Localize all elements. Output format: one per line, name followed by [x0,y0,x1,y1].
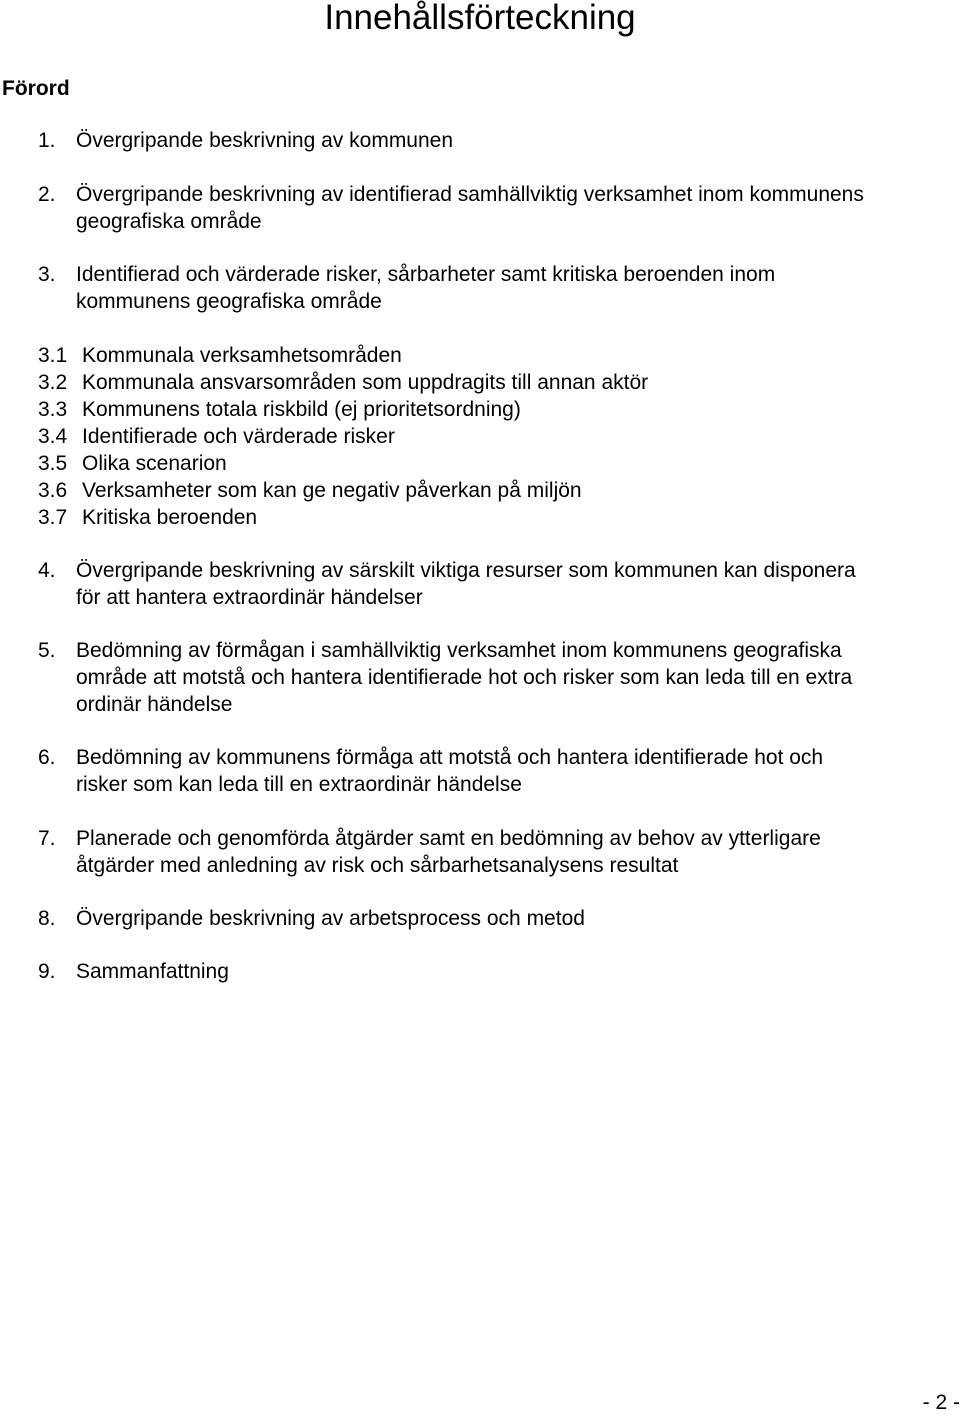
toc-subentry-number: 3.5 [38,452,68,475]
toc-entry-label: Övergripande beskrivning av kommunen [76,129,454,152]
toc-entry-label: Bedömning av förmågan i samhällviktig verksamhet inom kommunens geografiska [76,639,842,662]
toc-subentry-3-2 [38,369,648,396]
toc-subentry-3-7 [38,504,257,531]
toc-subentry-3-6 [38,477,582,504]
toc-entry-label-continued: ordinär händelse [76,693,233,716]
toc-entry-label: Sammanfattning [76,960,229,983]
toc-entry-label: Övergripande beskrivning av arbetsprocess och metod [76,907,585,930]
toc-entry-label-continued: risker som kan leda till en extraordinär händelse [76,773,522,796]
toc-entry-label-continued: geografiska område [76,210,262,233]
toc-entry-number: 8. [38,907,56,930]
toc-subentry-label: Kommunala ansvarsområden som uppdragits till annan aktör [82,371,649,394]
toc-entry-number: 3. [38,263,56,286]
toc-subentry-3-4 [38,423,395,450]
toc-subentry-number: 3.7 [38,506,68,529]
toc-subentry-number: 3.6 [38,479,68,502]
toc-entry-number: 4. [38,559,56,582]
toc-entry-number: 1. [38,129,56,152]
page-number: - 2 - [922,1391,960,1414]
toc-subentry-number: 3.1 [38,344,68,367]
toc-entry-label-continued: område att motstå och hantera identifierade hot och risker som kan leda till en extra [76,666,853,689]
toc-entry-label-continued: för att hantera extraordinär händelser [76,586,423,609]
toc-entry-number: 6. [38,746,56,769]
toc-entry-label: Bedömning av kommunens förmåga att motstå och hantera identifierade hot och [76,746,824,769]
toc-entry-label: Övergripande beskrivning av identifierad samhällviktig verksamhet inom kommunens [76,183,864,206]
toc-subentry-number: 3.2 [38,371,68,394]
toc-subentry-label: Kommunala verksamhetsområden [82,344,402,367]
toc-subentry-3-1 [38,342,402,369]
toc-entry-label-continued: åtgärder med anledning av risk och sårbarhetsanalysens resultat [76,854,679,877]
toc-subentry-3-5 [38,450,227,477]
toc-entry-number: 9. [38,960,56,983]
toc-entry-label-continued: kommunens geografiska område [76,290,382,313]
toc-entry-label: Planerade och genomförda åtgärder samt en bedömning av behov av ytterligare [76,827,821,850]
toc-subentry-label: Identifierade och värderade risker [82,425,395,448]
toc-subentry-number: 3.3 [38,398,68,421]
toc-entry-label: Identifierad och värderade risker, sårbarheter samt kritiska beroenden inom [76,263,776,286]
preface-heading: Förord [2,77,70,100]
toc-subentry-number: 3.4 [38,425,68,448]
toc-entry-number: 2. [38,183,56,206]
page-title: Innehållsförteckning [324,0,636,37]
toc-subentry-label: Verksamheter som kan ge negativ påverkan på miljön [82,479,582,502]
toc-subentry-label: Olika scenarion [82,452,227,475]
toc-entry-number: 7. [38,827,56,850]
toc-subentry-label: Kommunens totala riskbild (ej prioritetsordning) [82,398,521,421]
toc-entry-number: 5. [38,639,56,662]
toc-subentry-3-3 [38,396,521,423]
toc-entry-label: Övergripande beskrivning av särskilt viktiga resurser som kommunen kan disponera [76,559,856,582]
toc-subentry-label: Kritiska beroenden [82,506,258,529]
